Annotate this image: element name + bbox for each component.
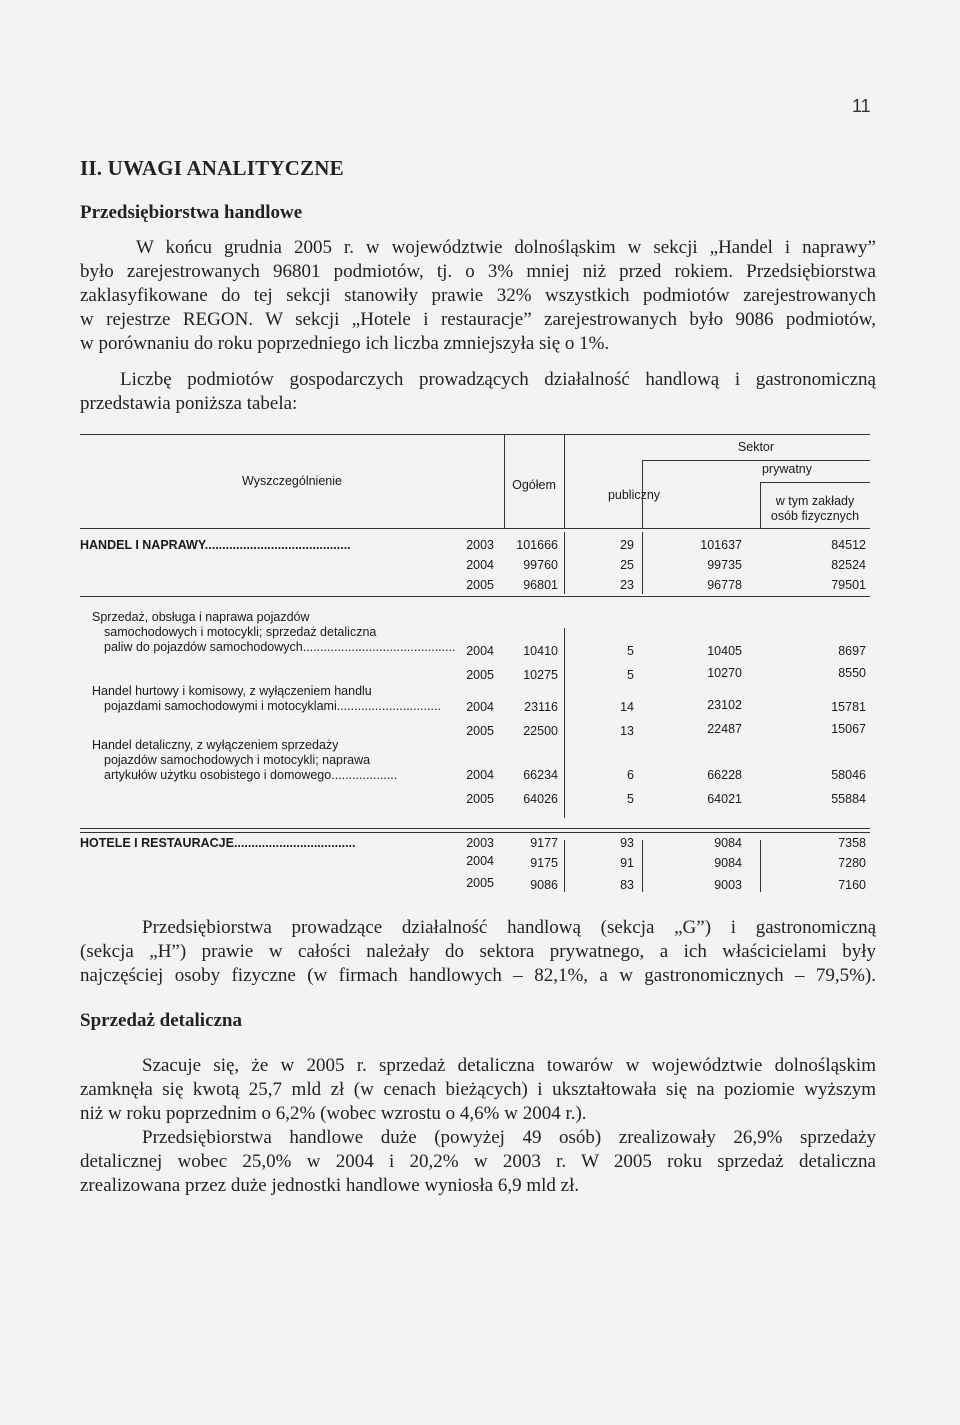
table-rule-v2 (564, 434, 565, 528)
text-line: przedstawia poniższa tabela: (80, 393, 298, 414)
table-rule-sector (642, 460, 870, 461)
text-line: zaklasyfikowane do tej sekcji stanowiły prawie 32% wszystkich podmiotów zarejestrowanych (80, 285, 876, 306)
cell-total: 23116 (524, 700, 558, 714)
cell-public: 25 (620, 558, 634, 572)
cell-total: 9177 (530, 836, 558, 850)
row-label-handel-i-naprawy: HANDEL I NAPRAWY.......................................... (80, 538, 351, 552)
cell-total: 10275 (523, 668, 558, 682)
table-rule-top (80, 434, 870, 435)
cell-year: 2005 (466, 668, 494, 682)
label-line: artykułów użytku osobistego i domowego................... (104, 768, 398, 782)
cell-public: 93 (620, 836, 634, 850)
paragraph-ownership (80, 916, 876, 988)
text-line: zamknęła się kwotą 25,7 mld zł (w cenach bieżących) i ukształtowała się na poziomie wyższym (80, 1079, 876, 1100)
row-label-hotele-i-restauracje: HOTELE I RESTAURACJE................................... (80, 836, 356, 850)
text-line: niż w roku poprzednim o 6,2% (wobec wzrostu o 4,6% w 2004 r.). (80, 1103, 587, 1124)
cell-private: 9084 (714, 836, 742, 850)
text-line: zrealizowana przez duże jednostki handlowe wyniosła 6,9 mld zł. (80, 1175, 580, 1196)
cell-private: 22487 (707, 722, 742, 736)
cell-total: 64026 (523, 792, 558, 806)
cell-natural: 55884 (831, 792, 866, 806)
cell-public: 5 (627, 644, 634, 658)
header-osob-fizycznych: osób fizycznych (770, 509, 860, 523)
cell-natural: 8697 (838, 644, 866, 658)
table-rule-header-bottom (80, 528, 870, 529)
table-rule-group (80, 828, 870, 829)
cell-natural: 82524 (831, 558, 866, 572)
label-line: paliw do pojazdów samochodowych............................................ (104, 640, 456, 654)
table-rule-group (80, 832, 870, 833)
cell-total: 10410 (523, 644, 558, 658)
label-line: pojazdów samochodowych i motocykli; naprawa (104, 753, 371, 767)
cell-total: 9086 (530, 878, 558, 892)
header-sektor: Sektor (737, 440, 775, 454)
cell-natural: 7358 (838, 836, 866, 850)
section-title-retail: Sprzedaż detaliczna (80, 1010, 243, 1031)
header-ogolem: Ogółem (512, 478, 556, 492)
cell-private: 64021 (707, 792, 742, 806)
table-rule-private (760, 482, 870, 483)
cell-public: 29 (620, 538, 634, 552)
text-line: Przedsiębiorstwa prowadzące działalność handlową (sekcja „G”) i gastronomiczną (142, 917, 876, 938)
paragraph-table-intro (80, 368, 876, 416)
cell-private: 66228 (707, 768, 742, 782)
cell-total: 96801 (523, 578, 558, 592)
cell-public: 5 (627, 792, 634, 806)
cell-natural: 7280 (838, 856, 866, 870)
cell-year: 2004 (466, 644, 494, 658)
text-line: w porównaniu do roku poprzedniego ich liczba zmniejszyła się o 1%. (80, 333, 610, 354)
text-line: W końcu grudnia 2005 r. w województwie dolnośląskim w sekcji „Handel i naprawy” (136, 237, 876, 258)
cell-year: 2004 (466, 854, 494, 868)
header-wyszczegolnienie: Wyszczególnienie (242, 474, 342, 488)
cell-private: 99735 (707, 558, 742, 572)
cell-year: 2005 (466, 792, 494, 806)
text-line: Liczbę podmiotów gospodarczych prowadzących działalność handlową i gastronomiczną (120, 369, 876, 390)
cell-private: 96778 (707, 578, 742, 592)
cell-year: 2004 (466, 768, 494, 782)
cell-year: 2003 (466, 538, 494, 552)
cell-year: 2005 (466, 724, 494, 738)
text-line: w rejestrze REGON. W sekcji „Hotele i restauracje” zarejestrowanych było 9086 podmiotów, (80, 309, 876, 330)
cell-year: 2004 (466, 558, 494, 572)
cell-public: 91 (620, 856, 634, 870)
cell-total: 99760 (523, 558, 558, 572)
table-rule-group (80, 596, 870, 597)
header-publiczny: publiczny (607, 488, 661, 502)
cell-private: 101637 (700, 538, 742, 552)
cell-natural: 58046 (831, 768, 866, 782)
paragraph-trade-intro (80, 236, 876, 356)
cell-natural: 84512 (831, 538, 866, 552)
row-label-handel-hurtowy (92, 684, 441, 714)
cell-natural: 15781 (831, 700, 866, 714)
cell-public: 23 (620, 578, 634, 592)
cell-natural: 15067 (831, 722, 866, 736)
cell-public: 5 (627, 668, 634, 682)
cell-natural: 79501 (831, 578, 866, 592)
label-line: Sprzedaż, obsługa i naprawa pojazdów (92, 610, 310, 624)
cell-private: 23102 (707, 698, 742, 712)
paragraph-retail-large (80, 1126, 876, 1198)
row-label-sprzedaz-obsluga (92, 610, 456, 655)
page-number: 11 (852, 96, 871, 116)
cell-private: 10270 (707, 666, 742, 680)
text-line: Przedsiębiorstwa handlowe duże (powyżej 49 osób) zrealizowały 26,9% sprzedaży (142, 1127, 876, 1148)
cell-public: 6 (627, 768, 634, 782)
cell-public: 14 (620, 700, 634, 714)
paragraph-retail-estimate (80, 1054, 876, 1126)
section-title-trade: Przedsiębiorstwa handlowe (80, 202, 303, 223)
label-line: Handel detaliczny, z wyłączeniem sprzedaży (92, 738, 339, 752)
cell-public: 13 (620, 724, 634, 738)
cell-year: 2005 (466, 578, 494, 592)
cell-private: 10405 (707, 644, 742, 658)
cell-year: 2004 (466, 700, 494, 714)
header-w-tym-zaklady: w tym zakłady (775, 494, 855, 508)
label-line: Handel hurtowy i komisowy, z wyłączeniem handlu (92, 684, 372, 698)
cell-natural: 7160 (838, 878, 866, 892)
chapter-title: II. UWAGI ANALITYCZNE (80, 156, 344, 180)
cell-natural: 8550 (838, 666, 866, 680)
cell-public: 83 (620, 878, 634, 892)
header-prywatny: prywatny (761, 462, 813, 476)
text-line: najczęściej osoby fizyczne (w firmach handlowych – 82,1%, a w gastronomicznych – 79,5%). (80, 965, 876, 986)
statistics-table (80, 434, 870, 894)
cell-private: 9084 (714, 856, 742, 870)
text-line: (sekcja „H”) prawie w całości należały do sektora prywatnego, a ich właścicielami były (80, 941, 876, 962)
cell-total: 101666 (516, 538, 558, 552)
label-line: samochodowych i motocykli; sprzedaż detaliczna (104, 625, 377, 639)
cell-year: 2005 (466, 876, 494, 890)
text-line: detalicznej wobec 25,0% w 2004 i 20,2% w 2003 r. W 2005 roku sprzedaż detaliczna (80, 1151, 876, 1172)
text-line: było zarejestrowanych 96801 podmiotów, tj. o 3% mniej niż przed rokiem. Przedsiębiorstwa (80, 261, 876, 282)
row-label-handel-detaliczny (92, 738, 397, 783)
cell-private: 9003 (714, 878, 742, 892)
cell-year: 2003 (466, 836, 494, 850)
text-line: Szacuje się, że w 2005 r. sprzedaż detaliczna towarów w województwie dolnośląskim (142, 1055, 876, 1076)
cell-total: 9175 (530, 856, 558, 870)
label-line: pojazdami samochodowymi i motocyklami.............................. (104, 699, 441, 713)
cell-total: 66234 (523, 768, 558, 782)
cell-total: 22500 (523, 724, 558, 738)
